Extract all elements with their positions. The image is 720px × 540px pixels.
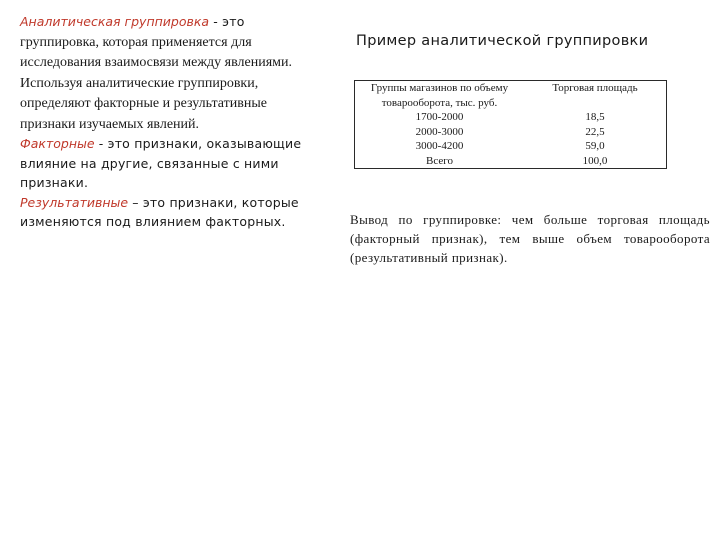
- table-row: [355, 125, 667, 140]
- definition-body: группировка, которая применяется для исследования взаимосвязи между явлениями. Используя аналитические группировки, определяют факторные и результативные признаки изучаемых явлений.: [20, 34, 292, 132]
- result-definition: [6, 193, 318, 232]
- definition-separator: - это: [209, 14, 245, 29]
- group-cell: 2000-3000: [415, 125, 464, 138]
- example-title: Пример аналитической группировки: [356, 33, 649, 49]
- table-row: [355, 139, 667, 154]
- area-cell: 18,5: [585, 111, 605, 123]
- header-groups: Группы магазинов по объему товарооборота, тыс. руб.: [370, 82, 509, 109]
- analytic-grouping-definition: [6, 12, 318, 134]
- area-cell: 59,0: [585, 140, 605, 152]
- area-cell: 22,5: [585, 125, 605, 138]
- factor-term: Факторные: [20, 136, 95, 151]
- result-text: – это признаки, которые изменяются под влиянием факторных.: [20, 194, 299, 229]
- analytic-grouping-term: Аналитическая группировка: [20, 14, 210, 29]
- header-area: Торговая площадь: [552, 82, 638, 94]
- group-cell: 1700-2000: [415, 111, 464, 123]
- conclusion-text: Вывод по группировке: чем больше торговая площадь (факторный признак), тем выше объем товарооборота (результативный признак).: [350, 212, 710, 265]
- table-row: [355, 110, 667, 125]
- table-header-row: [355, 81, 667, 111]
- table-row-total: [355, 154, 667, 169]
- result-term: Результативные: [20, 194, 129, 210]
- factor-definition: [6, 134, 318, 193]
- group-cell: Всего: [426, 154, 453, 167]
- definitions-block: [6, 12, 318, 232]
- grouping-table: [354, 80, 667, 169]
- area-cell: 100,0: [582, 154, 608, 167]
- group-cell: 3000-4200: [415, 140, 464, 152]
- factor-text: - это признаки, оказывающие влияние на другие, связанные с ними признаки.: [20, 136, 302, 190]
